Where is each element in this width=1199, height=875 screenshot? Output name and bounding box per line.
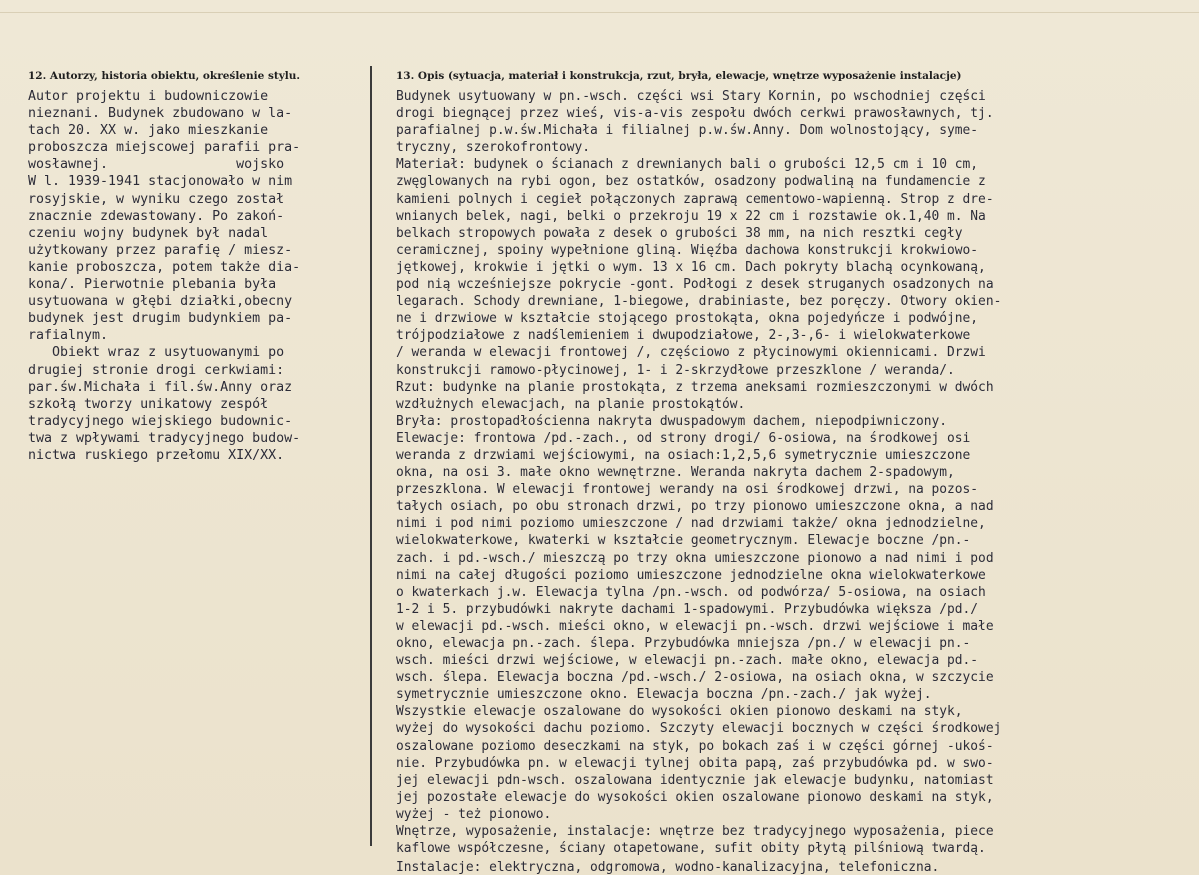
right-text-line: wsch. mieści drzwi wejściowe, w elewacji pn.-zach. małe okno, elewacja pd.- bbox=[396, 653, 979, 669]
left-text-line: kona/. Pierwotnie plebania była bbox=[28, 277, 277, 293]
right-text-line: okno, elewacja pn.-zach. ślepa. Przybudówka mniejsza /pn./ w elewacji pn.- bbox=[396, 636, 971, 651]
right-text-line: ceramicznej, spoiny wypełnione gliną. Więźba dachowa konstrukcji krokwiowo- bbox=[396, 242, 979, 258]
left-text-line: rosyjskie, w wyniku czego został bbox=[28, 191, 285, 207]
left-text-line: drugiej stronie drogi cerkwiami: bbox=[28, 362, 285, 378]
right-text-line: wyżej - też pionowo. bbox=[396, 806, 552, 822]
right-text-line: Rzut: budynke na planie prostokąta, z trzema aneksami rozmieszczonymi w dwóch bbox=[396, 379, 994, 395]
right-text-line: 1-2 i 5. przybudówki nakryte dachami 1-spadowymi. Przybudówka większa /pd./ bbox=[396, 601, 979, 617]
page-top-edge bbox=[0, 0, 1199, 13]
right-text-line: zwęglowanych na rybi ogon, bez ostatków, osadzony podwaliną na fundamencie z bbox=[396, 174, 986, 190]
right-text-line: belkach stropowych powała z desek o grubości 38 mm, na nich resztki cegły bbox=[396, 225, 963, 241]
right-text-line: Wnętrze, wyposażenie, instalacje: wnętrze bez tradycyjnego wyposażenia, piece bbox=[396, 824, 994, 840]
right-text-line: nimi na całej długości poziomo umieszczone jednodzielne okna wielokwaterkowe bbox=[396, 567, 986, 583]
right-text-line: kamieni polnych i cegieł połączonych zaprawą cementowo-wapienną. Strop z dre- bbox=[396, 191, 994, 207]
left-text-line: szkołą tworzy unikatowy zespół bbox=[28, 396, 269, 412]
right-text-line: weranda z drzwiami wejściowymi, na osiach:1,2,5,6 symetrycznie umieszczone bbox=[396, 447, 971, 463]
right-text-line: konstrukcji ramowo-płycinowej, 1- i 2-skrzydłowe przeszklone / weranda/. bbox=[396, 362, 955, 378]
left-text-line: rafialnym. bbox=[28, 328, 109, 344]
left-text-line: użytkowany przez parafię / miesz- bbox=[28, 242, 293, 258]
right-text-line: wnianych belek, nagi, belki o przekroju 19 x 22 cm i rozstawie ok.1,40 m. Na bbox=[396, 208, 986, 224]
right-text-line: symetrycznie umieszczone okno. Elewacja boczna /pn.-zach./ jak wyżej. bbox=[396, 687, 932, 703]
left-text-line: par.św.Michała i fil.św.Anny oraz bbox=[28, 379, 293, 395]
right-text-line: pod nią wcześniejsze pokrycie -gont. Podłogi z desek struganych osadzonych na bbox=[396, 277, 994, 293]
right-text-line: jętkowej, krokwie i jętki o wym. 13 x 16 cm. Dach pokryty blachą ocynkowaną, bbox=[396, 259, 986, 275]
right-text-line: / weranda w elewacji frontowej /, częściowo z płycinowymi okiennicami. Drzwi bbox=[396, 345, 986, 361]
right-text-line: wsch. ślepa. Elewacja boczna /pd.-wsch./ 2-osiowa, na osiach okna, w szczycie bbox=[396, 670, 994, 686]
right-text-line: drogi biegnącej przez wieś, vis-a-vis zespołu dwóch cerkwi prawosławnych, tj. bbox=[396, 106, 994, 122]
left-text-line: czeniu wojny budynek był nadal bbox=[28, 225, 269, 241]
right-text-line: tryczny, szerokofrontowy. bbox=[396, 140, 591, 156]
right-text-line: jej pozostałe elewacje do wysokości okien oszalowane pionowo deskami na styk, bbox=[396, 789, 994, 805]
right-text-line: oszalowane poziomo deseczkami na styk, po bokach zaś i w części górnej -ukoś- bbox=[396, 738, 994, 754]
right-text-line: okna, na osi 3. małe okno wewnętrzne. Weranda nakryta dachem 2-spadowym, bbox=[396, 465, 955, 481]
left-text-line: usytuowana w głębi działki,obecny bbox=[28, 294, 293, 310]
right-text-line: Bryła: prostopadłościenna nakryta dwuspadowym dachem, niepodpiwniczony. bbox=[396, 413, 948, 429]
left-text-line: znacznie zdewastowany. Po zakoń- bbox=[28, 208, 285, 224]
section-13-header: 13. Opis (sytuacja, materiał i konstrukcja, rzut, bryła, elewacje, wnętrze wyposażenie instalacje) bbox=[396, 70, 962, 82]
right-text-line: o kwaterkach j.w. Elewacja tylna /pn.-wsch. od podwórza/ 5-osiowa, na osiach bbox=[396, 584, 986, 600]
section-13-body bbox=[396, 88, 1186, 857]
right-text-line: trójpodziałowe z nadślemieniem i dwupodziałowe, 2-,3-,6- i wielokwaterkowe bbox=[396, 328, 971, 344]
left-text-line: wosławnej. wojsko bbox=[28, 157, 285, 173]
right-text-line: przeszklona. W elewacji frontowej werandy na osi środkowej drzwi, na pozos- bbox=[396, 482, 979, 498]
right-text-line: Materiał: budynek o ścianach z drewnianych bali o grubości 12,5 cm i 10 cm, bbox=[396, 157, 979, 173]
left-text-line: proboszcza miejscowej parafii pra- bbox=[28, 140, 301, 156]
section-13-column bbox=[396, 70, 1186, 875]
left-text-line: tradycyjnego wiejskiego budownic- bbox=[28, 413, 293, 429]
right-text-line: wyżej do wysokości dachu poziomo. Szczyty elewacji bocznych w części środkowej bbox=[396, 721, 1002, 737]
right-text-line: Wszystkie elewacje oszalowane do wysokości okien pionowo deskami na styk, bbox=[396, 704, 963, 720]
section-12-column bbox=[28, 70, 363, 464]
section-12-header: 12. Autorzy, historia obiektu, określenie stylu. bbox=[28, 70, 301, 82]
right-text-line: tałych osiach, po obu stronach drzwi, po trzy pionowo umieszczone okna, a nad bbox=[396, 499, 994, 515]
right-text-line: kaflowe współczesne, ściany otapetowane, sufit obity płytą pilśniową twardą. bbox=[396, 841, 986, 857]
right-text-line: nie. Przybudówka pn. w elewacji tylnej obita papą, zaś przybudówka pd. w swo- bbox=[396, 755, 994, 771]
left-text-line: tach 20. XX w. jako mieszkanie bbox=[28, 123, 269, 139]
right-text-line: ne i drzwiowe w kształcie stojącego prostokąta, okna pojedyńcze i podwójne, bbox=[396, 311, 979, 327]
right-text-line: Elewacje: frontowa /pd.-zach., od strony drogi/ 6-osiowa, na środkowej osi bbox=[396, 430, 971, 446]
left-text-line: W l. 1939-1941 stacjonowało w nim bbox=[28, 174, 293, 190]
left-text-line: Obiekt wraz z usytuowanymi po bbox=[28, 345, 285, 361]
right-text-line: wielokwaterkowe, kwaterki w kształcie geometrycznym. Elewacje boczne /pn.- bbox=[396, 533, 971, 549]
left-text-line: budynek jest drugim budynkiem pa- bbox=[28, 311, 293, 327]
section-12-body bbox=[28, 88, 363, 464]
left-text-line: nictwa ruskiego przełomu XIX/XX. bbox=[28, 447, 285, 463]
left-text-line: nieznani. Budynek zbudowano w la- bbox=[28, 106, 293, 122]
installations-line: Instalacje: elektryczna, odgromowa, wodno-kanalizacyjna, telefoniczna. bbox=[396, 860, 940, 875]
left-text-line: Autor projektu i budowniczowie bbox=[28, 89, 269, 104]
right-text-line: zach. i pd.-wsch./ mieszczą po trzy okna umieszczone pionowo a nad nimi i pod bbox=[396, 550, 994, 566]
left-text-line: kanie proboszcza, potem także dia- bbox=[28, 259, 301, 275]
right-text-line: jej elewacji pdn-wsch. oszalowana identycznie jak elewacje budynku, natomiast bbox=[396, 772, 994, 788]
column-divider bbox=[370, 66, 372, 846]
right-text-line: nimi i pod nimi poziomo umieszczone / nad drzwiami także/ okna jednodzielne, bbox=[396, 516, 986, 532]
right-text-line: wzdłużnych elewacjach, na planie prostokątów. bbox=[396, 396, 746, 412]
right-text-line: parafialnej p.w.św.Michała i filialnej p.w.św.Anny. Dom wolnostojący, syme- bbox=[396, 123, 979, 139]
left-text-line: twa z wpływami tradycyjnego budow- bbox=[28, 430, 301, 446]
right-text-line: Budynek usytuowany w pn.-wsch. części wsi Stary Kornin, po wschodniej części bbox=[396, 89, 986, 104]
right-text-line: w elewacji pd.-wsch. mieści okno, w elewacji pn.-wsch. drzwi wejściowe i małe bbox=[396, 618, 994, 634]
right-text-line: legarach. Schody drewniane, 1-biegowe, drabiniaste, bez poręczy. Otwory okien- bbox=[396, 294, 1002, 310]
